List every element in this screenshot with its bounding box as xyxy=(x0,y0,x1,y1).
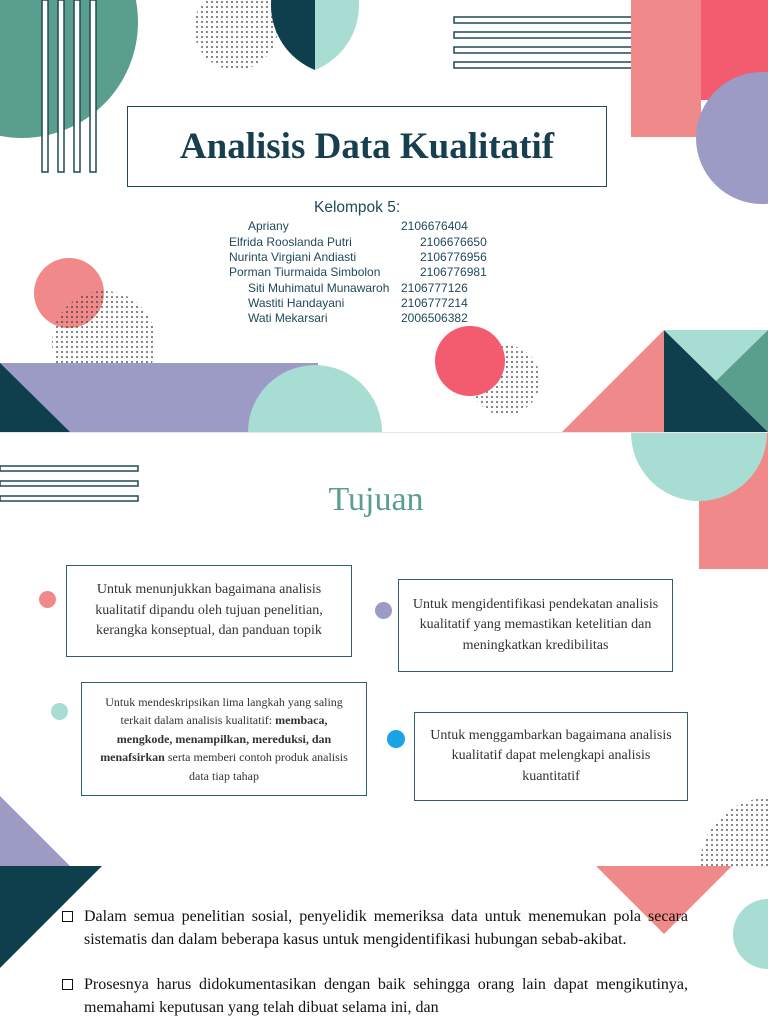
goal-text-after: serta memberi contoh produk analisis data tiap tahap xyxy=(164,750,348,783)
goal-text: Untuk mengidentifikasi pendekatan analisis kualitatif yang memastikan ketelitian dan meningkatkan kredibilitas xyxy=(412,596,659,653)
goal-box xyxy=(66,565,352,657)
goal-text-before: Untuk mendeskripsikan lima langkah yang saling terkait dalam analisis kualitatif: xyxy=(105,694,343,728)
member-name: Nurinta Virgiani Andiasti xyxy=(229,250,357,264)
bullet-dot xyxy=(375,602,392,619)
checkbox-bullet-icon xyxy=(62,911,73,922)
goal-text: Untuk menunjukkan bagaimana analisis kualitatif dipandu oleh tujuan penelitian, kerangka konseptual, dan panduan topik xyxy=(95,582,323,639)
goal-text xyxy=(94,693,354,786)
member-name: Porman Tiurmaida Simbolon xyxy=(229,265,381,279)
member-nim: 2106777126 xyxy=(401,281,468,295)
member-nim: 2106676404 xyxy=(401,219,468,233)
member-nim: 2106776956 xyxy=(420,250,487,264)
content-slide xyxy=(0,866,768,1024)
member-name: Elfrida Rooslanda Putri xyxy=(229,235,352,249)
member-nim: 2106777214 xyxy=(401,296,468,310)
slide-title: Analisis Data Kualitatif xyxy=(179,126,555,167)
member-nim: 2006506382 xyxy=(401,311,468,325)
goals-slide xyxy=(0,433,768,866)
bullet-item xyxy=(62,974,688,1019)
teal-circle-shape xyxy=(0,0,138,138)
dotted-circle-shape xyxy=(194,0,278,70)
goal-box xyxy=(81,682,367,796)
goal-box xyxy=(414,712,688,801)
member-nim: 2106676650 xyxy=(420,235,487,249)
bullet-text: Prosesnya harus didokumentasikan dengan baik sehingga orang lain dapat mengikutinya, memahami keputusan yang telah dibuat selama ini, dan xyxy=(84,976,688,1016)
member-name: Wastiti Handayani xyxy=(248,296,345,310)
member-name: Wati Mekarsari xyxy=(248,311,328,325)
goal-box xyxy=(398,579,673,672)
section-title: Tujuan xyxy=(328,481,424,518)
group-title: Kelompok 5: xyxy=(314,199,401,216)
member-name: Siti Muhimatul Munawaroh xyxy=(248,281,390,295)
bullet-dot xyxy=(51,703,68,720)
bullet-text: Dalam semua penelitian sosial, penyelidik memeriksa data untuk menemukan pola secara sistematis dan dalam beberapa kasus untuk mengidentifikasi hubungan sebab-akibat. xyxy=(84,908,688,948)
member-name: Apriany xyxy=(248,219,289,233)
bullet-dot xyxy=(387,730,405,748)
goal-text: Untuk menggambarkan bagaimana analisis kualitatif dapat melengkapi analisis kuantitatif xyxy=(430,727,672,784)
checkbox-bullet-icon xyxy=(62,979,73,990)
bullet-item xyxy=(62,906,688,951)
bullet-dot xyxy=(39,591,56,608)
title-box xyxy=(127,106,607,187)
member-nim: 2106776981 xyxy=(420,265,487,279)
goal-text-bold: membaca, mengkode, menampilkan, mereduksi, dan menafsirkan xyxy=(100,713,332,765)
title-slide xyxy=(0,0,768,432)
